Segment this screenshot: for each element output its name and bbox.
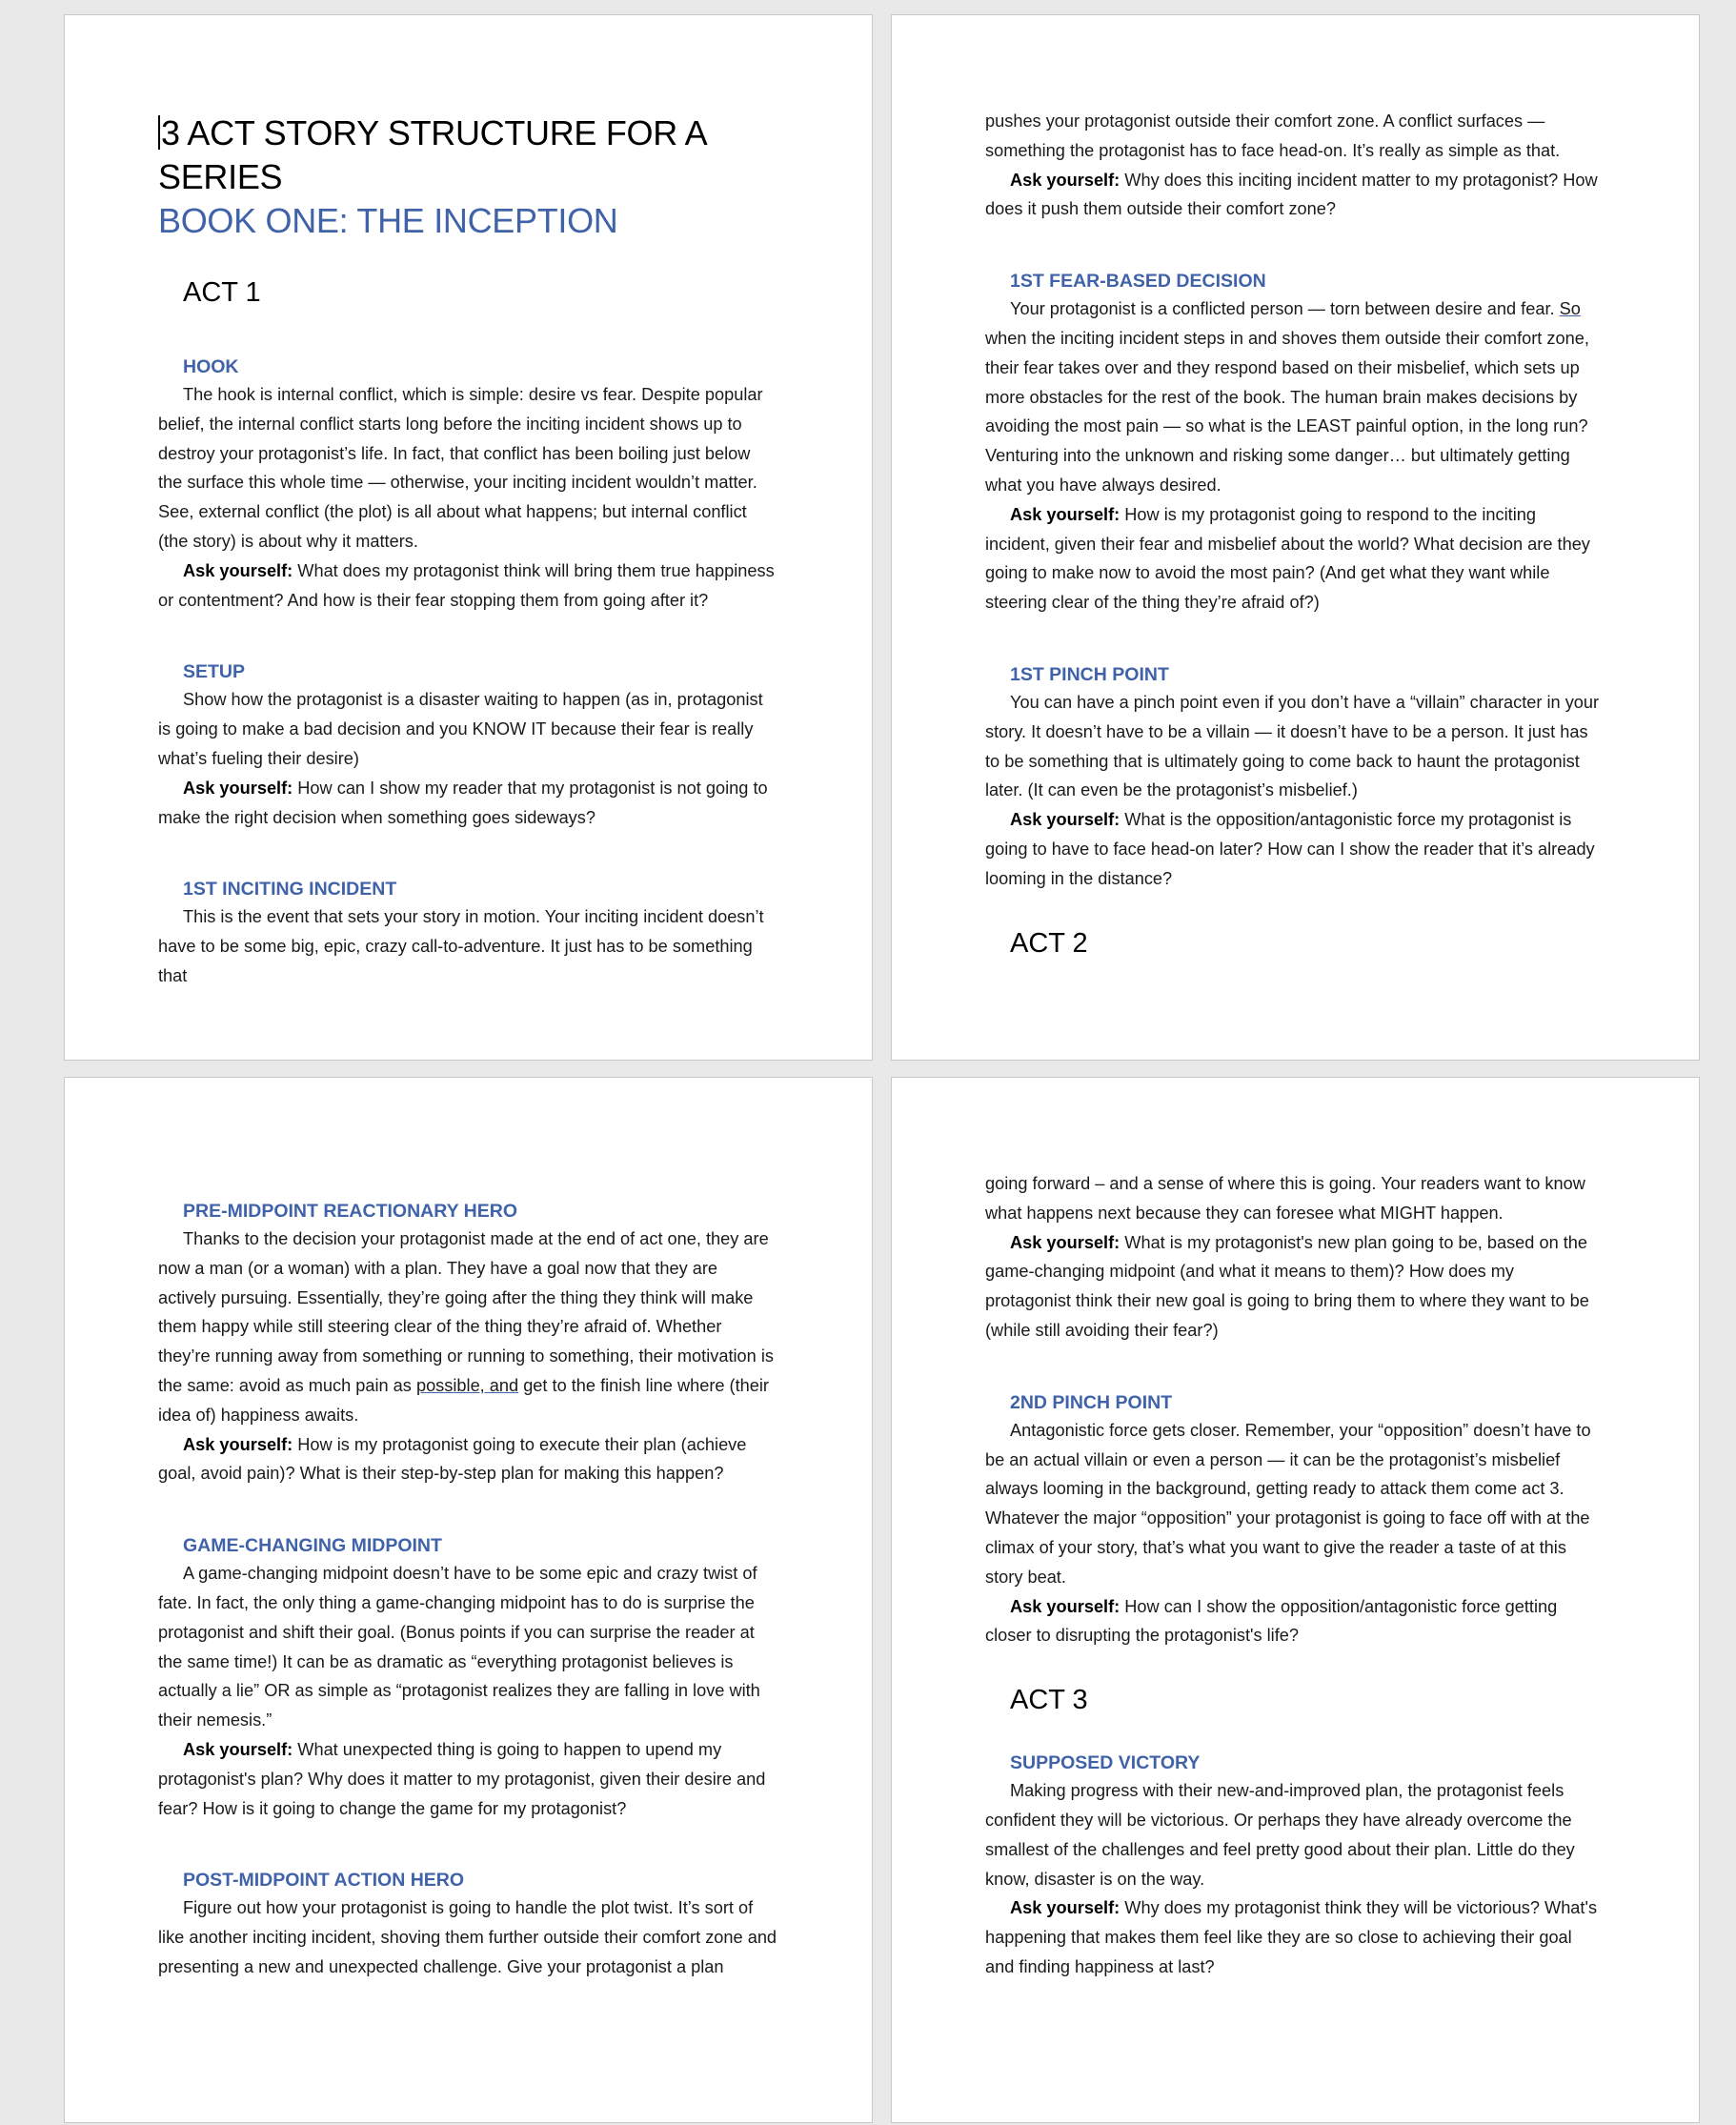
proofing-underline[interactable]: possible, and	[415, 1375, 519, 1395]
inciting-incident-heading[interactable]: 1ST INCITING INCIDENT	[183, 879, 397, 901]
inciting-incident-continued[interactable]: pushes your protagonist outside their comfort zone. A conflict surfaces — something the protagonist has to face head-on. It’s really as simple as that.	[985, 111, 1561, 160]
victory-ask-paragraph[interactable]: Ask yourself: Why does my protagonist think they will be victorious? What's happening that makes them feel like they are so close to achieving their goal and finding happiness at last?	[985, 1898, 1598, 1976]
midpoint-heading[interactable]: GAME-CHANGING MIDPOINT	[183, 1535, 442, 1557]
text-cursor	[158, 115, 160, 150]
act-1-heading[interactable]: ACT 1	[183, 277, 261, 308]
hook-heading[interactable]: HOOK	[183, 356, 239, 377]
pinch-point-1-body[interactable]: You can have a pinch point even if you don’t have a “villain” character in your story. It doesn’t have to be a villain — it doesn’t have to be a person. It just has to be something that is ultimately going to come back to haunt the protagonist later. (It can even be the protagonist’s misbelief.)	[985, 692, 1600, 800]
ask-label: Ask yourself:	[183, 778, 293, 798]
setup-body[interactable]: Show how the protagonist is a disaster waiting to happen (as in, protagonist is going to make a bad decision and you KNOW IT because their fear is really what’s fueling their desire)	[158, 690, 763, 768]
supposed-victory-body[interactable]: Making progress with their new-and-improved plan, the protagonist feels confident they will be victorious. Or perhaps they have already overcome the smallest of the challenges and feel pretty good about their plan. Little do they know, disaster is on the way.	[985, 1781, 1575, 1889]
midpoint-body[interactable]: A game-changing midpoint doesn’t have to be some epic and crazy twist of fate. In fact, the only thing a game-changing midpoint has to do is surprise the protagonist and shift their goal. (Bonus points if you can surprise the reader at the same time!) It can be as dramatic as “everything protagonist believes is actually a lie” OR as simple as “protagonist realizes they are falling in love with their nemesis.”	[158, 1564, 760, 1730]
setup-ask-paragraph[interactable]: Ask yourself: How can I show my reader that my protagonist is not going to make the right decision when something goes sideways?	[158, 778, 768, 827]
act-2-heading[interactable]: ACT 2	[1010, 927, 1088, 959]
proofing-underline[interactable]: So	[1559, 299, 1581, 319]
pinch-ask-paragraph[interactable]: Ask yourself: What is the opposition/antagonistic force my protagonist is going to have to face head-on later? How can I show the reader that it’s already looming in the distance?	[985, 810, 1595, 888]
page-2-content	[985, 107, 1605, 961]
document-title[interactable]: 3 ACT STORY STRUCTURE FOR A SERIES	[158, 113, 706, 196]
supposed-victory-heading[interactable]: SUPPOSED VICTORY	[1010, 1752, 1201, 1774]
pinch-point-2-heading[interactable]: 2ND PINCH POINT	[1010, 1391, 1173, 1413]
hook-body[interactable]: The hook is internal conflict, which is simple: desire vs fear. Despite popular belief, the internal conflict starts long before the inciting incident shows up to destroy your protagonist’s life. In fact, that conflict has been boiling just below the surface this whole time — otherwise, your inciting incident wouldn’t matter. See, external conflict (the plot) is all about what happens; but internal conflict (the story) is about why it matters.	[158, 385, 763, 551]
document-page-4[interactable]	[891, 1077, 1700, 2123]
document-subtitle[interactable]: BOOK ONE: THE INCEPTION	[158, 201, 618, 240]
hook-ask-paragraph[interactable]: Ask yourself: What does my protagonist think will bring them true happiness or contentment? And how is their fear stopping them from going after it?	[158, 560, 775, 610]
setup-heading[interactable]: SETUP	[183, 661, 246, 683]
ask-label: Ask yourself:	[183, 560, 293, 580]
act-3-heading[interactable]: ACT 3	[1010, 1685, 1088, 1716]
inciting-ask-paragraph[interactable]: Ask yourself: Why does this inciting incident matter to my protagonist? How does it push them outside their comfort zone?	[985, 170, 1598, 219]
action-hero-continued[interactable]: going forward – and a sense of where this is going. Your readers want to know what happens next because they can foresee what MIGHT happen.	[985, 1174, 1585, 1223]
ask-label: Ask yourself:	[1010, 1596, 1120, 1616]
document-page-1[interactable]	[64, 14, 873, 1061]
action-ask-paragraph[interactable]: Ask yourself: What is my protagonist's new plan going to be, based on the game-changing midpoint (and what it means to them)? How does my protagonist think their new goal is going to bring them to where they want to be (while still avoiding their fear?)	[985, 1232, 1589, 1340]
document-page-2[interactable]	[891, 14, 1700, 1061]
fear-decision-heading[interactable]: 1ST FEAR-BASED DECISION	[1010, 271, 1266, 293]
inciting-incident-body[interactable]: This is the event that sets your story in motion. Your inciting incident doesn’t have to be some big, epic, crazy call-to-adventure. It just has to be something that	[158, 907, 764, 985]
pinch2-ask-paragraph[interactable]: Ask yourself: How can I show the opposition/antagonistic force getting closer to disrupting the protagonist's life?	[985, 1596, 1558, 1646]
page-4-content	[985, 1169, 1605, 1982]
fear-ask-paragraph[interactable]: Ask yourself: How is my protagonist going to respond to the inciting incident, given their fear and misbelief about the world? What decision are they going to make now to avoid the most pain? (And get what they want while steering clear of the thing they’re afraid of?)	[985, 504, 1590, 613]
ask-label: Ask yourself:	[1010, 170, 1120, 190]
page-3-content	[158, 1198, 777, 1982]
ask-label: Ask yourself:	[1010, 504, 1120, 524]
ask-label: Ask yourself:	[183, 1434, 293, 1454]
document-page-3[interactable]	[64, 1077, 873, 2123]
reactionary-hero-heading[interactable]: PRE-MIDPOINT REACTIONARY HERO	[183, 1201, 518, 1222]
pinch-point-1-heading[interactable]: 1ST PINCH POINT	[1010, 663, 1169, 685]
ask-label: Ask yourself:	[1010, 810, 1120, 830]
pinch-point-2-body[interactable]: Antagonistic force gets closer. Remember, your “opposition” doesn’t have to be an actual villain or even a person — it can be the protagonist’s misbelief always looming in the background, getting ready to attack them come act 3. Whatever the major “opposition” your protagonist is going to face off with at the climax of your story, that’s what you want to give the reader a taste of at this story beat.	[985, 1420, 1591, 1587]
ask-label: Ask yourself:	[1010, 1898, 1120, 1918]
ask-label: Ask yourself:	[1010, 1232, 1120, 1252]
reactionary-ask-paragraph[interactable]: Ask yourself: How is my protagonist going to execute their plan (achieve goal, avoid pain)? What is their step-by-step plan for making this happen?	[158, 1434, 747, 1484]
page-1-content	[158, 111, 777, 991]
action-hero-body[interactable]: Figure out how your protagonist is going to handle the plot twist. It’s sort of like another inciting incident, shoving them further outside their comfort zone and presenting a new and unexpected challenge. Give your protagonist a plan	[158, 1898, 777, 1976]
action-hero-heading[interactable]: POST-MIDPOINT ACTION HERO	[183, 1870, 465, 1892]
ask-label: Ask yourself:	[183, 1739, 293, 1759]
midpoint-ask-paragraph[interactable]: Ask yourself: What unexpected thing is going to happen to upend my protagonist's plan? Why does it matter to my protagonist, given their desire and fear? How is it going to change the game for my protagonist?	[158, 1739, 766, 1818]
fear-decision-body[interactable]: Your protagonist is a conflicted person — torn between desire and fear. So when the inciting incident steps in and shoves them outside their comfort zone, their fear takes over and they respond based on their misbelief, which sets up more obstacles for the rest of the book. The human brain makes decisions by avoiding the most pain — so what is the LEAST painful option, in the long run? Venturing into the unknown and risking some danger… but ultimately getting what you have always desired.	[985, 299, 1589, 495]
reactionary-hero-body[interactable]: Thanks to the decision your protagonist made at the end of act one, they are now a man (or a woman) with a plan. They have a goal now that they are actively pursuing. Essentially, they’re going after the thing they think will make them happy while still steering clear of the thing they’re afraid of. Whether they’re running away from something or running to something, their motivation is the same: avoid as much pain as possible, and get to the finish line where (their idea of) happiness awaits.	[158, 1229, 774, 1425]
